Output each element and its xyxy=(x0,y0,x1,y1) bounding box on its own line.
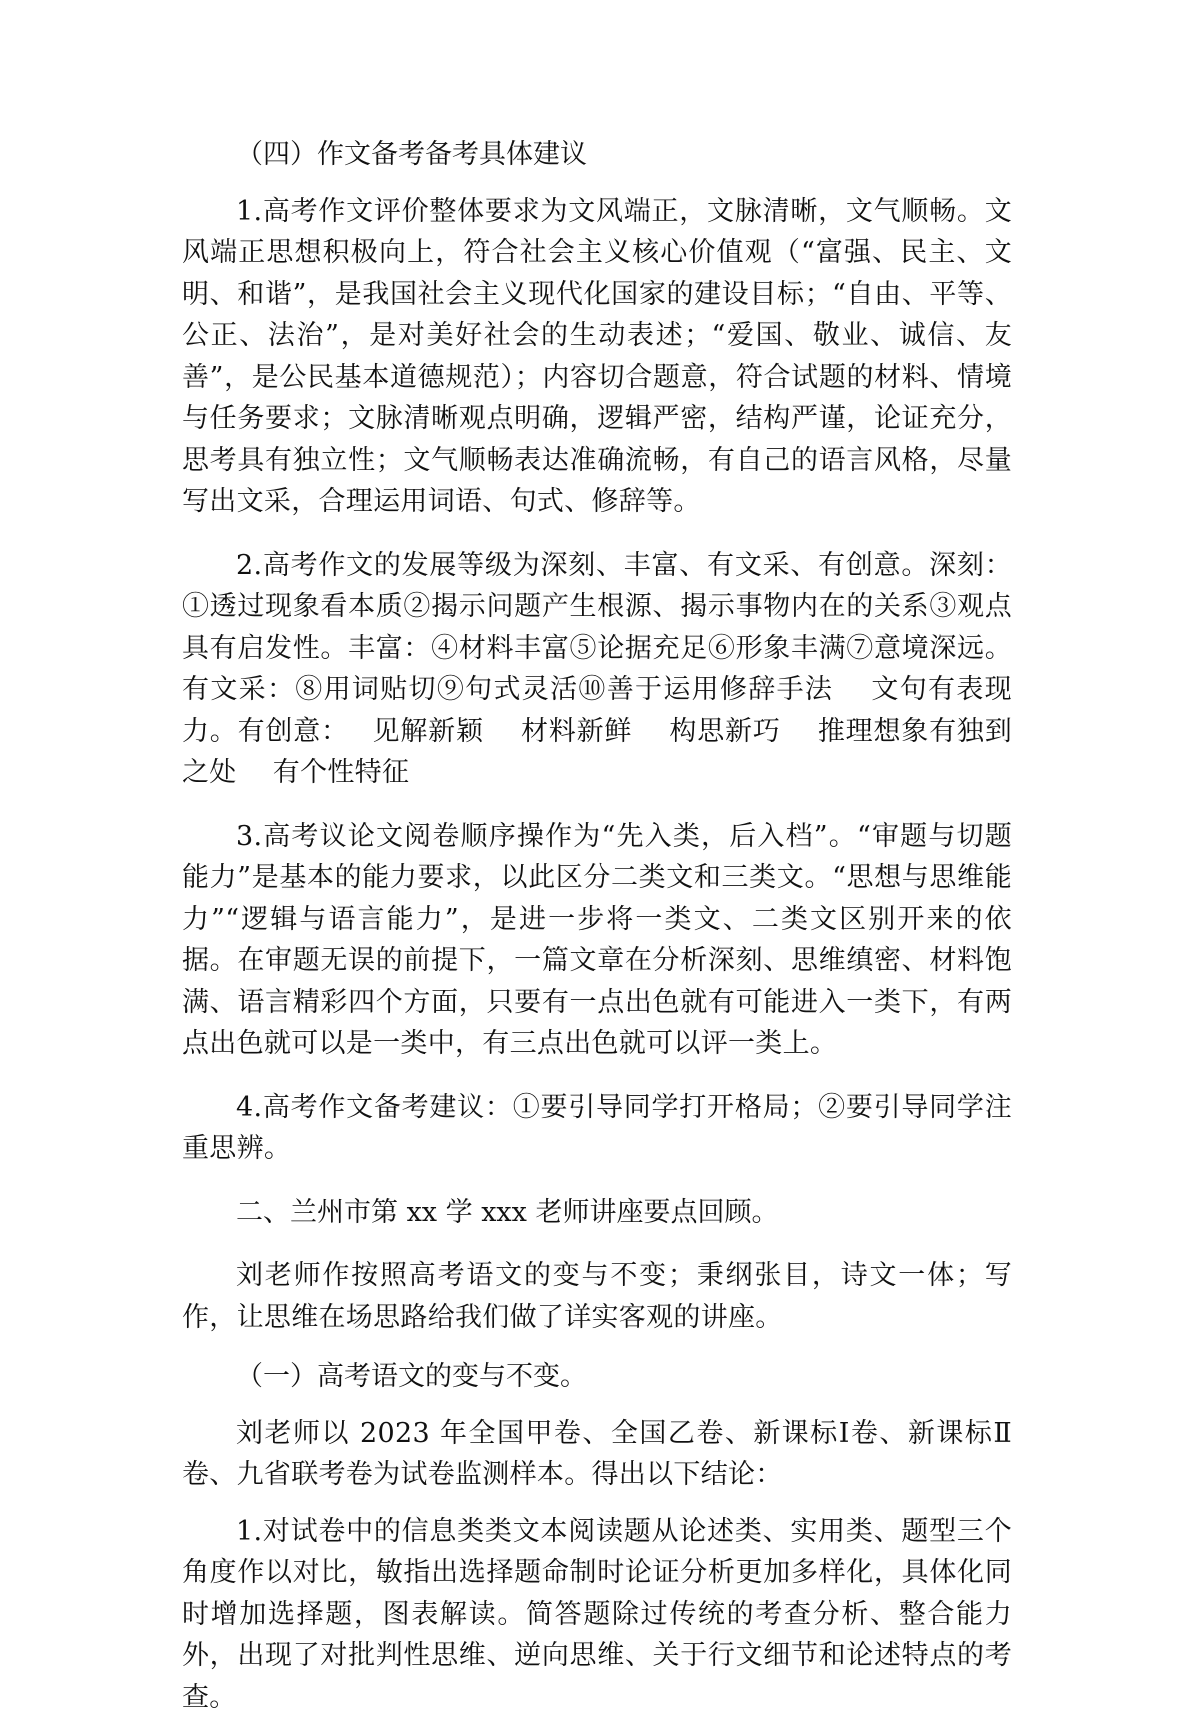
paragraph-grading-order: 3.高考议论文阅卷顺序操作为“先入类，后入档”。“审题与切题能力”是基本的能力要求，以此区分二类文和三类文。“思想与思维能力”“逻辑与语言能力”，是进一步将一类文、二类文区别开来的依据。在审题无误的前提下，一篇文章在分析深刻、思维缜密、材料饱满、语言精彩四个方面，只要有一点出色就有可能进入一类下，有两点出色就可以是一类中，有三点出色就可以评一类上。 xyxy=(182,816,1012,1065)
document-body xyxy=(182,134,1012,1718)
paragraph-reading-analysis: 1.对试卷中的信息类类文本阅读题从论述类、实用类、题型三个角度作以对比，敏指出选择题命制时论证分析更加多样化，具体化同时增加选择题，图表解读。简答题除过传统的考查分析、整合能力外，出现了对批判性思维、逆向思维、关于行文细节和论述特点的考查。 xyxy=(182,1511,1012,1718)
section-heading-2: 二、兰州市第 xx 学 xxx 老师讲座要点回顾。 xyxy=(182,1192,1012,1234)
section-heading-4: （四）作文备考备考具体建议 xyxy=(182,134,1012,176)
paragraph-essay-levels: 2.高考作文的发展等级为深刻、丰富、有文采、有创意。深刻：①透过现象看本质②揭示问题产生根源、揭示事物内在的关系③观点具有启发性。丰富：④材料丰富⑤论据充足⑥形象丰满⑦意境深远。有文采：⑧用词贴切⑨句式灵活⑩善于运用修辞手法 文句有表现力。有创意： 见解新颖 材料新鲜 构思新巧 推理想象有独到之处 有个性特征 xyxy=(182,545,1012,794)
paragraph-prep-suggestions: 4.高考作文备考建议：①要引导同学打开格局；②要引导同学注重思辨。 xyxy=(182,1087,1012,1170)
paragraph-lecture-intro: 刘老师作按照高考语文的变与不变；秉纲张目，诗文一体；写作，让思维在场思路给我们做了详实客观的讲座。 xyxy=(182,1255,1012,1338)
section-heading-1: （一）高考语文的变与不变。 xyxy=(182,1356,1012,1398)
paragraph-essay-requirements: 1.高考作文评价整体要求为文风端正，文脉清晰，文气顺畅。文风端正思想积极向上，符合社会主义核心价值观（“富强、民主、文明、和谐”，是我国社会主义现代化国家的建设目标；“自由、平等、公正、法治”，是对美好社会的生动表述；“爱国、敬业、诚信、友善”，是公民基本道德规范）；内容切合题意，符合试题的材料、情境与任务要求；文脉清晰观点明确，逻辑严密，结构严谨，论证充分，思考具有独立性；文气顺畅表达准确流畅，有自己的语言风格，尽量写出文采，合理运用词语、句式、修辞等。 xyxy=(182,191,1012,523)
paragraph-sample-papers: 刘老师以 2023 年全国甲卷、全国乙卷、新课标Ⅰ卷、新课标Ⅱ卷、九省联考卷为试卷监测样本。得出以下结论： xyxy=(182,1413,1012,1496)
